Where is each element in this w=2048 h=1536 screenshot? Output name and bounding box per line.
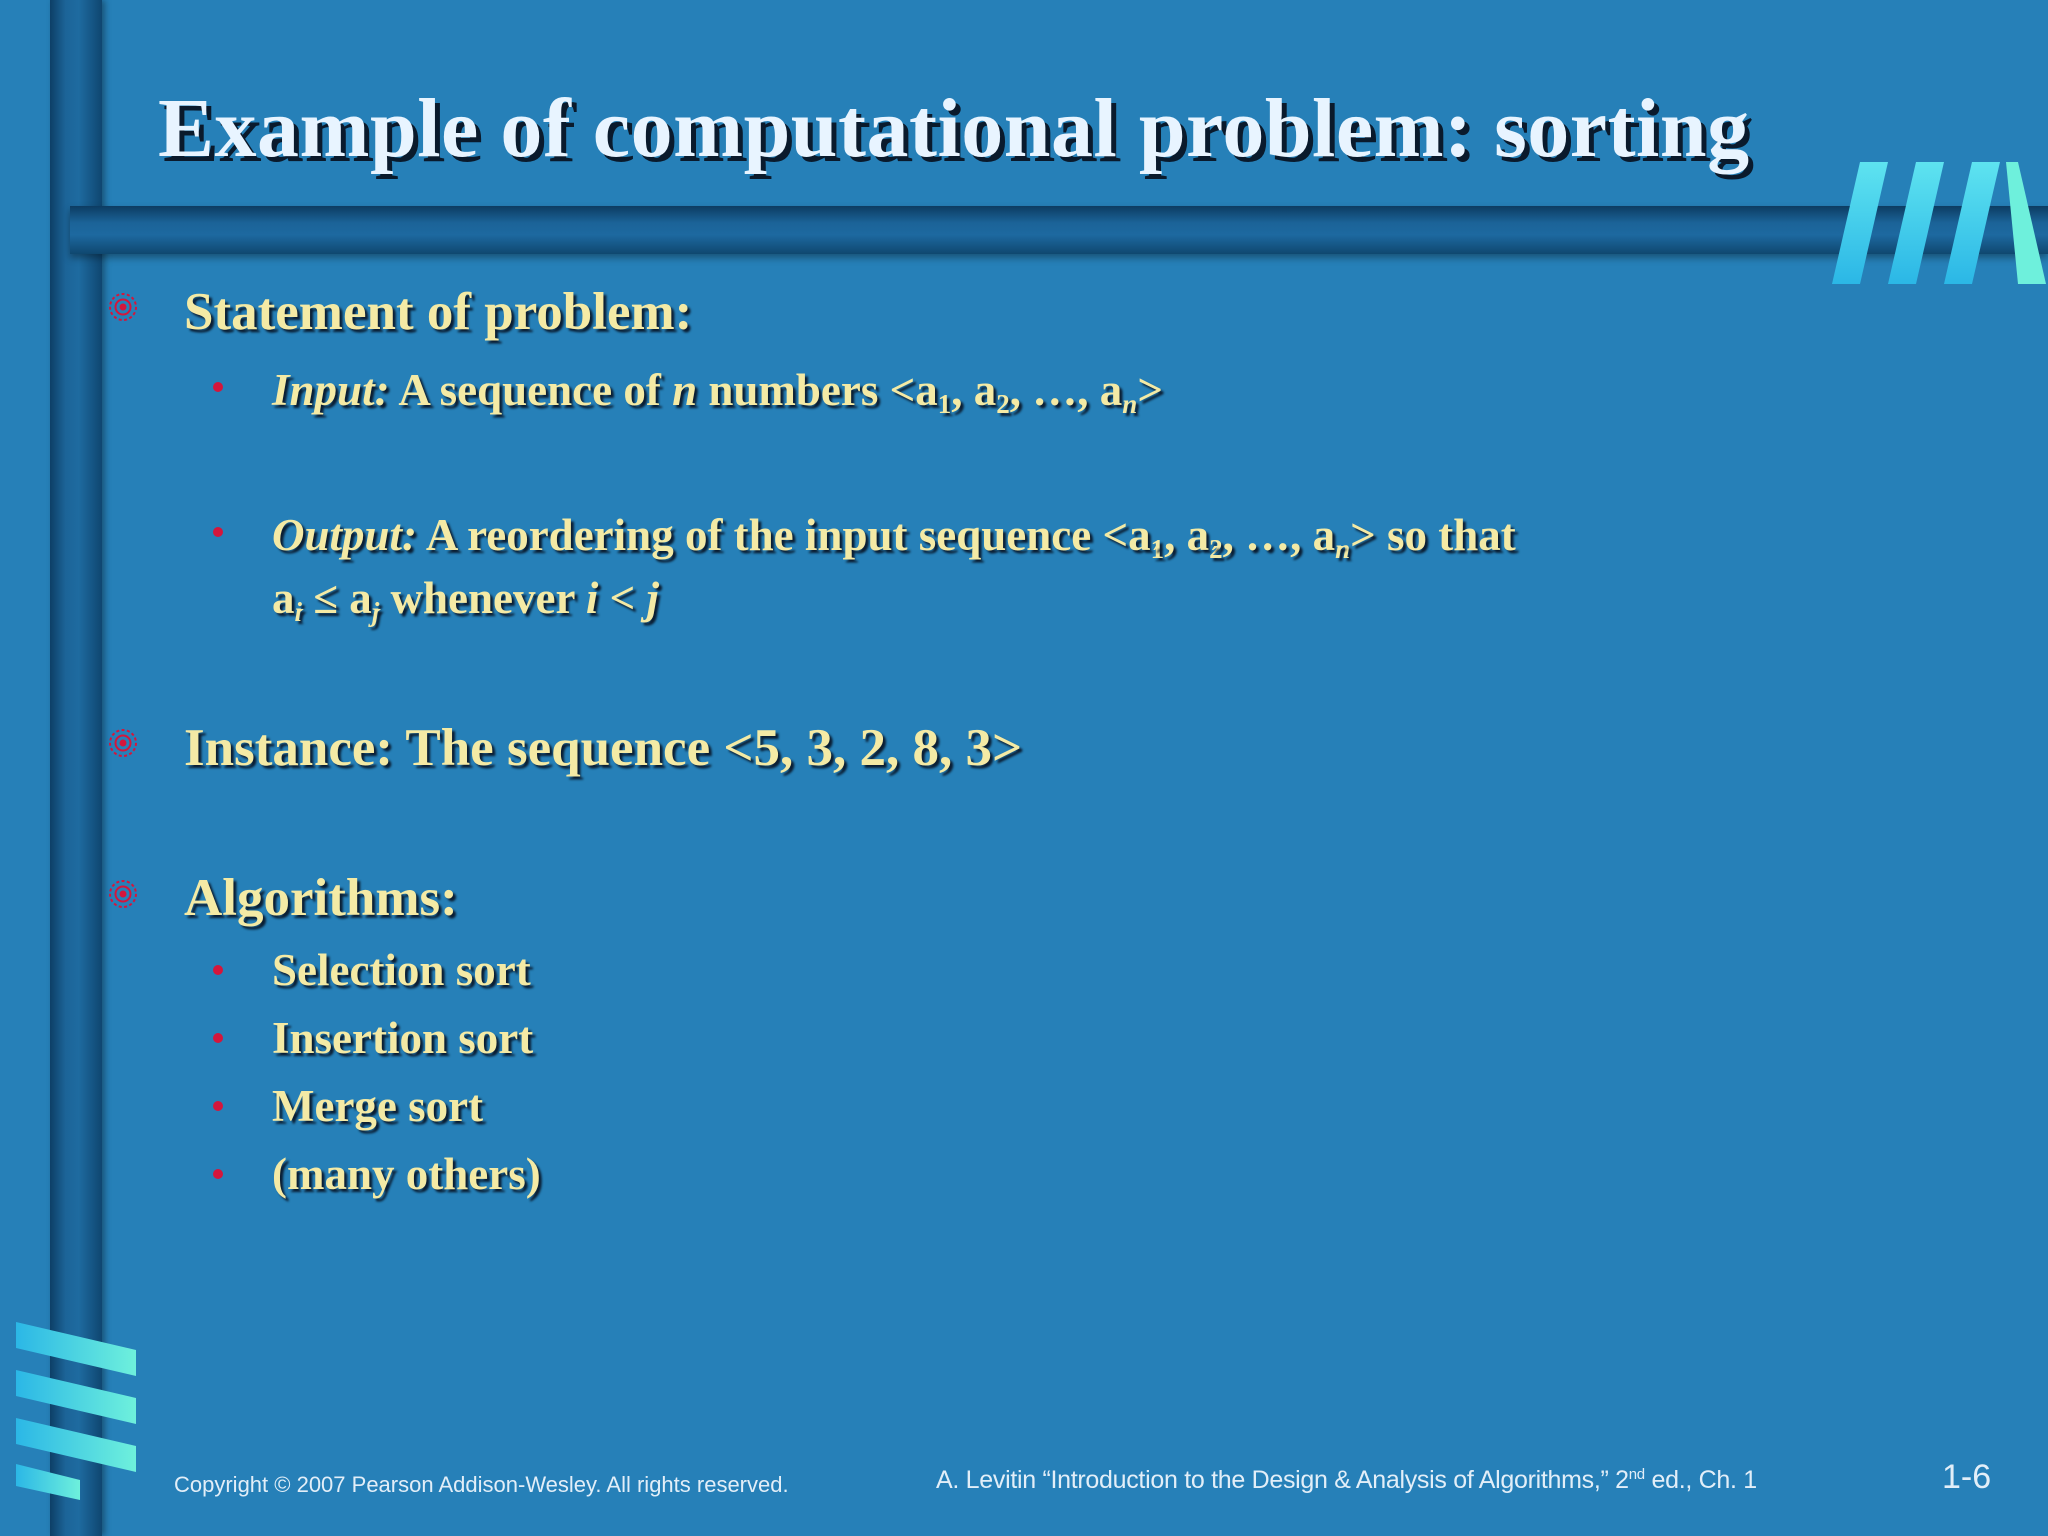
output-line-1: Output: A reordering of the input sequence $<a_1$, $a_2$, …, $a_n>$ so that (272, 510, 1516, 565)
red-target-bullet-icon (106, 726, 140, 760)
citation-text: A. Levitin “Introduction to the Design & Analysis of Algorithms,” 2nd ed., Ch. 1 (936, 1466, 1757, 1494)
red-dot-bullet-icon (213, 382, 223, 392)
red-dot-bullet-icon (213, 1033, 223, 1043)
red-dot-bullet-icon (213, 527, 223, 537)
horizontal-frame-bar (70, 206, 2048, 254)
output-line-2: $a_i \le a_j$ whenever i < j (272, 573, 660, 628)
input-label: Input: (272, 365, 390, 415)
list-item: Insertion sort (272, 1013, 534, 1063)
red-target-bullet-icon (106, 877, 140, 911)
list-item: Selection sort (272, 945, 531, 995)
red-dot-bullet-icon (213, 1101, 223, 1111)
list-item: (many others) (272, 1149, 541, 1199)
diagonal-stripes-logo-bottom-left (14, 1318, 138, 1502)
statement-heading: Statement of problem: (184, 283, 693, 341)
red-dot-bullet-icon (213, 965, 223, 975)
input-line: Input: A sequence of n numbers $<a_1$, $a_2$, …, $a_n>$ (272, 365, 1163, 420)
left-margin (0, 0, 50, 1536)
algorithms-heading: Algorithms: (184, 869, 458, 927)
copyright-text: Copyright © 2007 Pearson Addison-Wesley. All rights reserved. (174, 1472, 789, 1497)
output-label: Output: (272, 510, 418, 560)
red-dot-bullet-icon (213, 1169, 223, 1179)
red-target-bullet-icon (106, 290, 140, 324)
list-item: Merge sort (272, 1081, 484, 1131)
page-number: 1-6 (1942, 1458, 1992, 1496)
page-title: Example of computational problem: sorting (158, 82, 1750, 175)
diagonal-stripes-logo-top-right (1830, 160, 2048, 290)
instance-line: Instance: The sequence <5, 3, 2, 8, 3> (184, 719, 1023, 777)
